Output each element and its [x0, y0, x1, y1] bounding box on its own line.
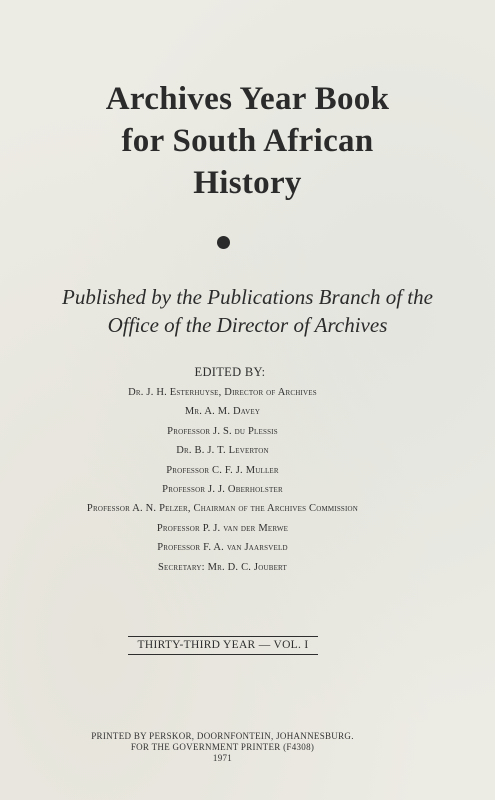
editor-entry: Professor C. F. J. Muller: [166, 464, 279, 476]
editor-entry: Professor J. S. du Plessis: [167, 425, 278, 437]
editor-entry: Professor J. J. Oberholster: [162, 484, 283, 496]
publisher-line-1: Published by the Publications Branch of the: [62, 285, 433, 309]
editor-entry: Dr. J. H. Esterhuyse, Director of Archives: [128, 387, 317, 398]
edited-by-label: EDITED BY:: [194, 365, 266, 379]
publisher-statement: [0, 283, 495, 339]
printer-line-2: FOR THE GOVERNMENT PRINTER (F4308): [130, 742, 315, 752]
editor-entry: Mr. A. M. Davey: [184, 406, 261, 418]
printer-line-1: PRINTED BY PERSKOR, DOORNFONTEIN, JOHANNESBURG.: [91, 731, 354, 741]
book-title-line-2: for South African: [121, 123, 374, 159]
editors-list: [0, 383, 445, 577]
secretary-entry: Secretary: Mr. D. C. Joubert: [158, 561, 287, 573]
printer-imprint: [0, 731, 445, 764]
book-title-line-1: Archives Year Book: [105, 81, 390, 117]
volume-label: THIRTY-THIRD YEAR — VOL. I: [128, 636, 318, 655]
book-title: [0, 78, 495, 204]
publication-year: 1971: [212, 753, 233, 763]
publisher-line-2: Office of the Director of Archives: [107, 313, 388, 337]
editor-entry: Professor A. N. Pelzer, Chairman of the Archives Commission: [86, 503, 359, 515]
bullet-ornament: [217, 236, 230, 249]
editor-entry: Professor P. J. van der Merwe: [156, 522, 289, 534]
book-title-line-3: History: [193, 165, 302, 201]
editor-entry: Dr. B. J. T. Leverton: [176, 445, 269, 457]
editor-entry: Professor F. A. van Jaarsveld: [157, 542, 288, 554]
